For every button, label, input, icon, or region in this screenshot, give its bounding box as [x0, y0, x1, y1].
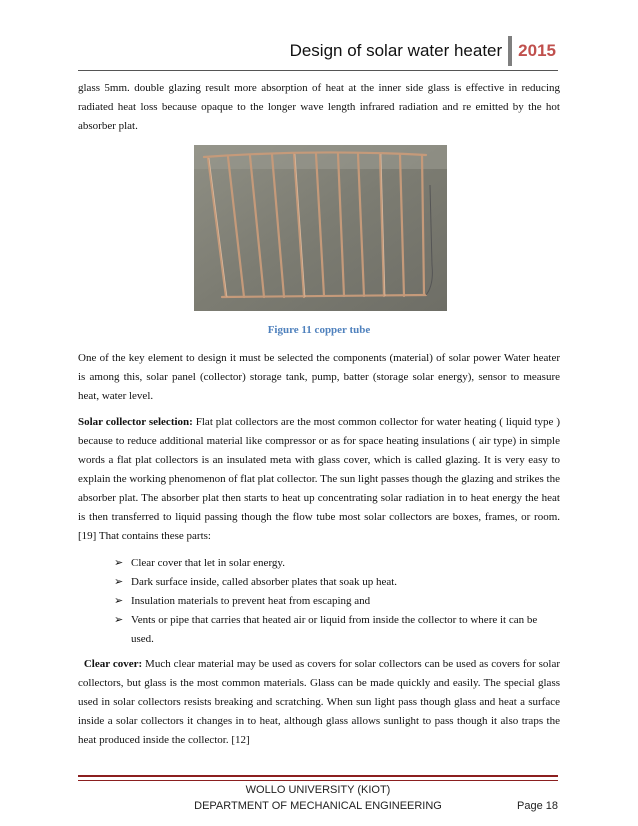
list-item: [114, 554, 560, 573]
intro-paragraph: glass 5mm. double glazing result more absorption of heat at the inner side glass is effective in reducing radiated heat loss because opaque to the longer wave length infrared radiation and re emitted by the hot absorber plat.: [78, 82, 560, 132]
paragraph-key-element: One of the key element to design it must be selected the components (material) of solar power Water heater is among this, solar panel (collector) storage tank, pump, batter (storage solar energy), sensor to measure heat, water level.: [78, 352, 560, 402]
list-item: [114, 592, 560, 611]
header-title: Design of solar water heater: [289, 41, 503, 60]
copper-tube-photo: [194, 145, 447, 311]
solar-collector-heading: Solar collector selection:: [78, 416, 193, 428]
page-number: Page 18: [517, 800, 558, 812]
header-year: 2015: [518, 41, 556, 60]
list-item-text: Insulation materials to prevent heat from escaping and: [131, 595, 371, 607]
list-item: [114, 573, 560, 592]
clear-cover-text: Much clear material may be used as covers for solar collectors can be used as covers for solar collectors, but glass is the most common materials. Glass can be made quickly and easily. The special glass used in solar collectors resists breaking and scratching. When sun light pass though glass and heat a surface inside a solar collectors it changes in to heat, although glass allows sunlight to pass though it also traps the heat produced inside the collector. [12]: [78, 658, 560, 746]
figure-caption: Figure 11 copper tube: [267, 324, 371, 336]
figure: [78, 145, 560, 311]
page-content: [78, 79, 560, 750]
bullet-list: [78, 554, 560, 649]
paragraph-solar-collector: [78, 413, 560, 546]
arrow-bullet-icon: ➢: [114, 595, 124, 607]
page-footer: [78, 782, 558, 814]
list-item-text: Vents or pipe that carries that heated air or liquid from inside the collector to where it can be used.: [131, 614, 538, 645]
page-header: [290, 36, 556, 66]
footer-university: WOLLO UNIVERSITY (KIOT): [245, 784, 391, 796]
arrow-bullet-icon: ➢: [114, 576, 124, 588]
arrow-bullet-icon: ➢: [114, 614, 124, 626]
clear-cover-heading: Clear cover:: [83, 658, 143, 670]
list-item: [114, 611, 560, 649]
solar-collector-text: Flat plat collectors are the most common collector for water heating ( liquid type ) because to reduce additional material like compressor or as for space heating insulations ( air type) in simple words a flat plat collectors is an insulated meta with glass cover, which is called glazing. It is very easy to explain the working phenomenon of flat plat collector. The sun light passes though the glazing and strikes the absorber plat. The absorber plat then starts to heat up concentrating solar radiation in to heat energy the heat is then transferred to liquid passing though the flow tube most solar collectors are boxes, frames, or room. [19] That contains these parts:: [78, 416, 560, 542]
paragraph-clear-cover: [78, 655, 560, 750]
footer-department: DEPARTMENT OF MECHANICAL ENGINEERING: [194, 800, 442, 812]
header-rule: [78, 70, 558, 71]
arrow-bullet-icon: ➢: [114, 557, 124, 569]
list-item-text: Dark surface inside, called absorber plates that soak up heat.: [131, 576, 398, 588]
list-item-text: Clear cover that let in solar energy.: [131, 557, 285, 569]
footer-rule: [78, 775, 558, 781]
